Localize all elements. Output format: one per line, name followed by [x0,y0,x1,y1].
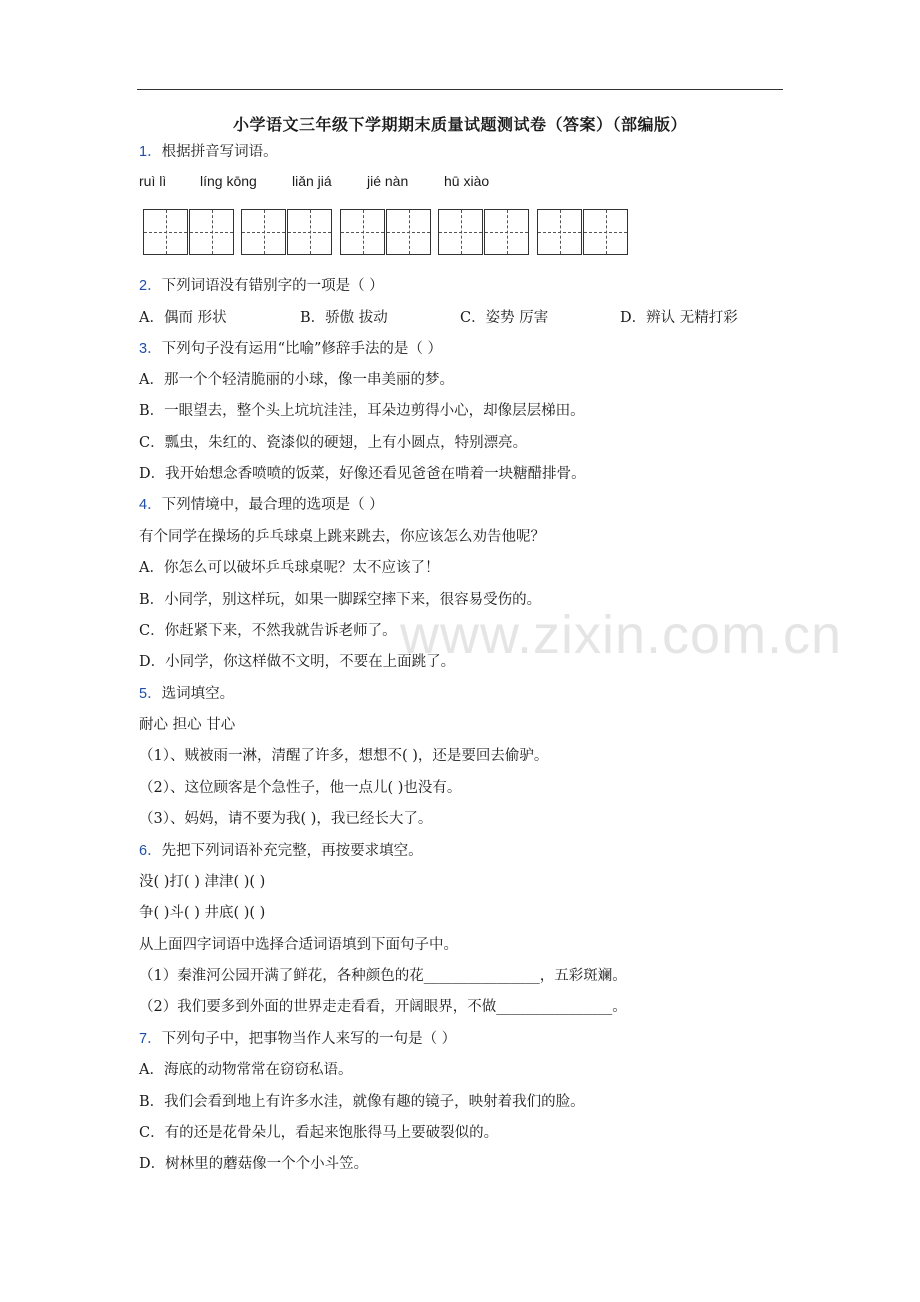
question-number: 3． [139,341,162,357]
option-d[interactable]: D．树林里的蘑菇像一个个小斗笠。 [139,1156,369,1172]
pinyin-2: líng kōng [200,173,257,189]
fill-item-1[interactable]: （1）秦淮河公园开满了鲜花，各种颜色的花________________，五彩斑斓。 [139,968,627,984]
option-c[interactable]: C．瓢虫，朱红的、瓷漆似的硬翅，上有小圆点，特别漂亮。 [139,435,528,451]
fill-item-1[interactable]: （1）、贼被雨一淋，清醒了许多，想想不( )，还是要回去偷驴。 [139,748,549,764]
fill-item-3[interactable]: （3）、妈妈，请不要为我( )，我已经长大了。 [139,811,433,827]
option-d[interactable]: D．小同学，你这样做不文明，不要在上面跳了。 [139,654,456,670]
option-a[interactable]: A．偶而 形状 [139,310,227,326]
option-c[interactable]: C．姿势 厉害 [460,310,549,326]
option-d[interactable]: D．辨认 无精打彩 [620,310,738,326]
question-number: 4． [139,497,162,513]
char-box[interactable] [537,209,582,255]
question-2 [139,276,384,296]
option-b[interactable]: B．骄傲 拔动 [300,310,388,326]
option-a[interactable]: A．那一个个轻清脆丽的小球，像一串美丽的梦。 [139,372,454,388]
question-text: 下列句子没有运用“比喻”修辞手法的是（ ） [161,341,443,357]
char-box[interactable] [484,209,529,255]
question-number: 6． [139,843,162,859]
question-text: 先把下列词语补充完整，再按要求填空。 [161,843,423,859]
pinyin-1: ruì lì [139,173,167,189]
option-b[interactable]: B．我们会看到地上有许多水洼，就像有趣的镜子，映射着我们的脸。 [139,1094,585,1110]
question-7 [139,1029,456,1049]
char-box[interactable] [241,209,286,255]
question-5 [139,684,234,704]
question-text: 下列句子中，把事物当作人来写的一句是（ ） [161,1031,457,1047]
pinyin-3: liǎn jiá [292,173,332,189]
question-number: 7． [139,1031,162,1047]
question-number: 2． [139,278,162,294]
question-1 [139,142,278,162]
option-a[interactable]: A．你怎么可以破坏乒乓球桌呢？太不应该了！ [139,560,440,576]
fill-item-2[interactable]: （2）、这位顾客是个急性子，他一点儿( )也没有。 [139,780,462,796]
option-c[interactable]: C．你赶紧下来，不然我就告诉老师了。 [139,623,397,639]
idiom-row-1[interactable]: 没( )打( ) 津津( )( ) [139,874,266,890]
question-text: 下列词语没有错别字的一项是（ ） [161,278,384,294]
question-text: 根据拼音写词语。 [161,144,278,160]
option-c[interactable]: C．有的还是花骨朵儿，看起来饱胀得马上要破裂似的。 [139,1125,499,1141]
char-box[interactable] [438,209,483,255]
question-text: 下列情境中，最合理的选项是（ ） [161,497,384,513]
instruction-text: 从上面四字词语中选择合适词语填到下面句子中。 [139,937,458,953]
char-box[interactable] [143,209,188,255]
question-6 [139,841,423,861]
fill-item-2[interactable]: （2）我们要多到外面的世界走走看看，开阔眼界，不做________________。 [139,999,627,1015]
char-box[interactable] [189,209,234,255]
char-box[interactable] [583,209,628,255]
option-d[interactable]: D．我开始想念香喷喷的饭菜，好像还看见爸爸在啃着一块糖醋排骨。 [139,466,586,482]
question-4 [139,495,384,515]
char-box[interactable] [386,209,431,255]
page-title: 小学语文三年级下学期期末质量试题测试卷（答案）（部编版） [232,115,687,134]
char-box[interactable] [340,209,385,255]
option-b[interactable]: B．一眼望去，整个头上坑坑洼洼，耳朵边剪得小心，却像层层梯田。 [139,403,585,419]
question-3 [139,339,442,359]
option-b[interactable]: B．小同学，别这样玩，如果一脚踩空摔下来，很容易受伤的。 [139,592,542,608]
pinyin-4: jié nàn [367,173,409,189]
question-text: 选词填空。 [161,686,235,702]
pinyin-5: hū xiào [444,173,490,189]
scenario-text: 有个同学在操场的乒乓球桌上跳来跳去，你应该怎么劝告他呢？ [139,529,545,545]
idiom-row-2[interactable]: 争( )斗( ) 井底( )( ) [139,905,266,921]
option-a[interactable]: A．海底的动物常常在窃窃私语。 [139,1062,353,1078]
question-number: 1． [139,144,162,160]
header-rule [137,89,783,90]
watermark: www.zixin.com.cn [400,605,843,665]
char-box[interactable] [287,209,332,255]
question-number: 5． [139,686,162,702]
word-bank: 耐心 担心 甘心 [139,717,236,733]
